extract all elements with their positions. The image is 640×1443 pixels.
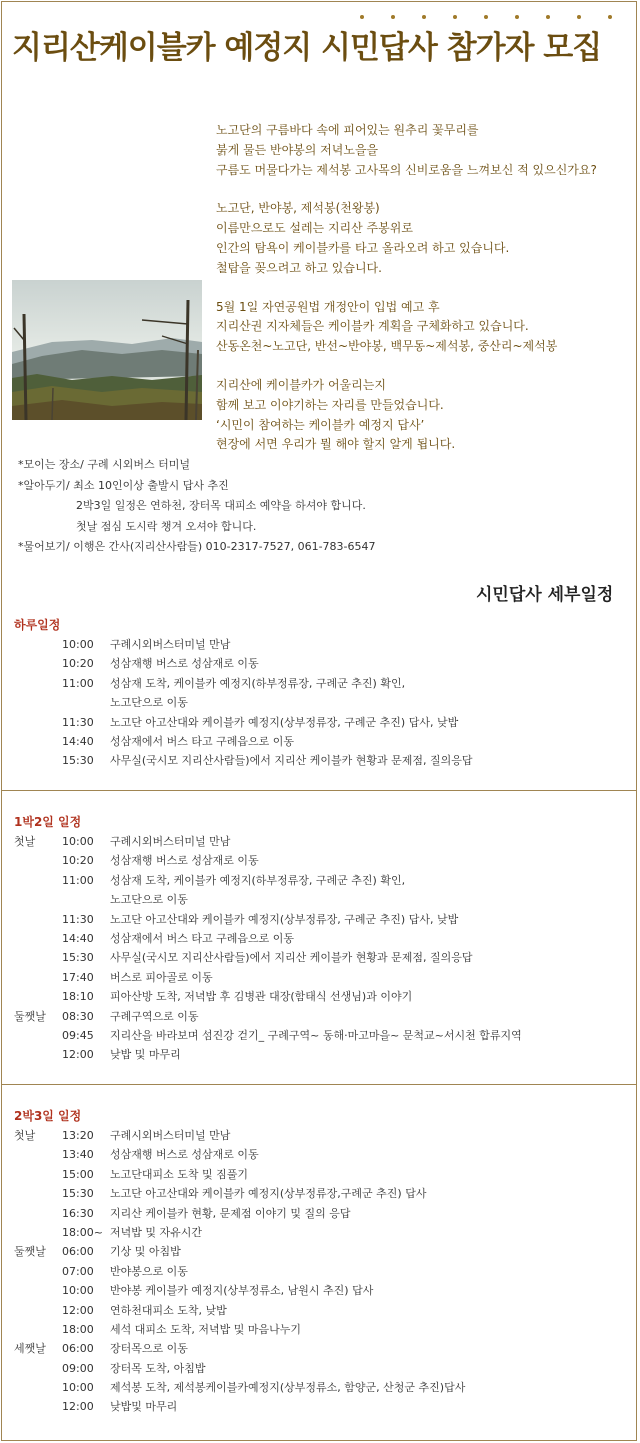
section-title: 2박3일 일정 bbox=[14, 1109, 82, 1123]
schedule-time: 18:00~ bbox=[62, 1225, 103, 1239]
notice-detail-1: 2박3일 일정은 연하천, 장터목 대피소 예약을 하셔야 합니다. bbox=[76, 499, 366, 513]
schedule-time: 13:20 bbox=[62, 1129, 94, 1142]
schedule-time: 11:00 bbox=[62, 676, 94, 690]
schedule-row bbox=[0, 987, 638, 1006]
schedule-time: 15:30 bbox=[62, 951, 94, 965]
schedule-row bbox=[0, 832, 638, 851]
schedule-time: 09:00 bbox=[62, 1361, 94, 1375]
schedule-row bbox=[0, 732, 638, 751]
intro-text: 노고단의 구름바다 속에 피어있는 원추리 꽃무리를 붉게 물든 반야봉의 저녁노을을 구름도 머물다가는 제석봉 고사목의 신비로움을 느껴보신 적 있으신가요? 노고단, 반야봉, 제석봉(천왕봉) 이름만으로도 설레는 지리산 주봉위로 인간의 탐욕이 케이블카를 타고 올라오려 하고 있습니다. 철탑을 꽂으려고 하고 있습니다. 5월 1일 자연공원법 개정안이 입법 예고 후 지리산권 지자체들은 케이블카 계획을 구체화하고 있습니다. 산동온천~노고단, 반선~반야봉, 백무동~제석봉, 중산리~제석봉 지리산에 케이블카가 어울리는지 함께 보고 이야기하는 자리를 만들었습니다. ‘시민이 참여하는 케이블카 예정지 답사’ 현장에 서면 우리가 뭘 해야 할지 알게 됩니다. bbox=[216, 123, 597, 452]
schedule-row bbox=[0, 1223, 638, 1242]
schedule-day: 첫날 bbox=[14, 1129, 36, 1142]
schedule-time: 06:00 bbox=[62, 1245, 94, 1259]
schedule-desc: 반야봉 케이블카 예정지(상부정류소, 남원시 추진) 답사 bbox=[110, 1284, 374, 1298]
schedule-time: 10:00 bbox=[62, 835, 94, 848]
schedule-time: 16:30 bbox=[62, 1206, 94, 1220]
schedule-desc: 노고단대피소 도착 및 짐풀기 bbox=[110, 1167, 249, 1181]
schedule-rows bbox=[0, 635, 638, 771]
schedule-time: 12:00 bbox=[62, 1048, 94, 1062]
schedule-desc: 구례시외버스터미널 만남 bbox=[110, 835, 231, 848]
schedule-row bbox=[0, 1301, 638, 1320]
schedule-desc: 노고단 아고산대와 케이블카 예정지(상부정류장,구례군 추진) 답사 bbox=[110, 1187, 427, 1201]
schedule-desc: 기상 및 아침밥 bbox=[110, 1245, 181, 1259]
schedule-desc: 성삼재행 버스로 성삼재로 이동 bbox=[110, 854, 259, 868]
schedule-time: 17:40 bbox=[62, 970, 94, 984]
schedule-row bbox=[0, 910, 638, 929]
section-title: 하루일정 bbox=[14, 618, 61, 632]
schedule-desc: 구례시외버스터미널 만남 bbox=[110, 1129, 231, 1142]
schedule-desc: 사무실(국시모 지리산사람들)에서 지리산 케이블카 현황과 문제점, 질의응답 bbox=[110, 754, 473, 768]
schedule-desc: 반야봉으로 이동 bbox=[110, 1264, 188, 1278]
schedule-desc: 장터목 도착, 아침밥 bbox=[110, 1361, 206, 1375]
meeting-place: *모이는 장소/ 구례 시외버스 터미널 bbox=[18, 458, 190, 471]
schedule-row bbox=[0, 1126, 638, 1145]
schedule-time: 10:00 bbox=[62, 638, 94, 651]
schedule-row bbox=[0, 1320, 638, 1339]
schedule-desc: 성삼재행 버스로 성삼재로 이동 bbox=[110, 657, 259, 671]
schedule-row bbox=[0, 1045, 638, 1064]
schedule-time: 18:10 bbox=[62, 990, 94, 1004]
schedule-desc: 노고단 아고산대와 케이블카 예정지(상부정류장, 구례군 추진) 답사, 낮밥 bbox=[110, 912, 459, 926]
schedule-row bbox=[0, 1145, 638, 1164]
schedule-desc: 구례구역으로 이동 bbox=[110, 1009, 199, 1023]
schedule-desc: 노고단 아고산대와 케이블카 예정지(상부정류장, 구례군 추진) 답사, 낮밥 bbox=[110, 715, 459, 729]
schedule-row bbox=[0, 654, 638, 673]
schedule-time: 13:40 bbox=[62, 1148, 94, 1162]
schedule-row bbox=[0, 1242, 638, 1261]
contact: *물어보기/ 이행은 간사(지리산사람들) 010-2317-7527, 061-783-6547 bbox=[18, 540, 376, 554]
info-notes bbox=[18, 455, 618, 558]
schedule-time: 18:00 bbox=[62, 1322, 94, 1336]
schedule-desc: 제석봉 도착, 제석봉케이블카예정지(상부정류소, 함양군, 산청군 추진)답사 bbox=[110, 1381, 466, 1395]
schedule-desc: 성삼재 도착, 케이블카 예정지(하부정류장, 구례군 추진) 확인, bbox=[110, 873, 406, 887]
schedule-time: 10:20 bbox=[62, 657, 94, 671]
schedule-day: 둘쨋날 bbox=[14, 1009, 46, 1023]
schedule-desc: 지리산 케이블카 현황, 문제점 이야기 및 질의 응답 bbox=[110, 1206, 351, 1220]
schedule-time: 09:45 bbox=[62, 1028, 94, 1042]
schedule-rows bbox=[0, 832, 638, 1065]
schedule-time: 06:00 bbox=[62, 1342, 94, 1356]
schedule-desc: 성삼재에서 버스 타고 구례읍으로 이동 bbox=[110, 734, 295, 748]
schedule-row bbox=[0, 1262, 638, 1281]
notice: *알아두기/ 최소 10인이상 출발시 답사 추진 bbox=[18, 478, 229, 492]
schedule-row bbox=[0, 890, 638, 909]
schedule-row bbox=[0, 674, 638, 693]
schedule-row bbox=[0, 929, 638, 948]
schedule-day: 세쨋날 bbox=[14, 1342, 46, 1356]
schedule-row bbox=[0, 968, 638, 987]
mountain-photo bbox=[12, 280, 202, 420]
section-divider bbox=[1, 1084, 637, 1085]
schedule-desc: 세석 대피소 도착, 저녁밥 및 마음나누기 bbox=[110, 1322, 301, 1336]
schedule-day: 첫날 bbox=[14, 835, 36, 848]
schedule-time: 08:30 bbox=[62, 1009, 94, 1023]
schedule-row bbox=[0, 693, 638, 712]
schedule-time: 15:30 bbox=[62, 1187, 94, 1201]
schedule-desc: 낮밥및 마무리 bbox=[110, 1400, 178, 1414]
schedule-desc: 성삼재 도착, 케이블카 예정지(하부정류장, 구례군 추진) 확인, bbox=[110, 676, 406, 690]
schedule-row bbox=[0, 871, 638, 890]
schedule-heading: 시민답사 세부일정 bbox=[476, 585, 614, 605]
schedule-desc: 저녁밥 및 자유시간 bbox=[110, 1225, 203, 1239]
schedule-row bbox=[0, 1184, 638, 1203]
schedule-time: 10:00 bbox=[62, 1381, 94, 1395]
schedule-time: 12:00 bbox=[62, 1303, 94, 1317]
schedule-row bbox=[0, 1007, 638, 1026]
schedule-row bbox=[0, 1204, 638, 1223]
schedule-time: 11:30 bbox=[62, 715, 94, 729]
section-title: 1박2일 일정 bbox=[14, 815, 82, 829]
schedule-desc: 낮밥 및 마무리 bbox=[110, 1048, 181, 1062]
schedule-row bbox=[0, 1339, 638, 1358]
schedule-row bbox=[0, 1026, 638, 1045]
schedule-time: 15:30 bbox=[62, 754, 94, 768]
schedule-desc: 성삼재에서 버스 타고 구례읍으로 이동 bbox=[110, 931, 295, 945]
schedule-time: 11:00 bbox=[62, 873, 94, 887]
schedule-desc: 피아산방 도착, 저녁밥 후 김병관 대장(함태식 선생님)과 이야기 bbox=[110, 990, 413, 1004]
schedule-desc: 노고단으로 이동 bbox=[110, 893, 188, 907]
schedule-row bbox=[0, 1378, 638, 1397]
schedule-time: 14:40 bbox=[62, 931, 94, 945]
schedule-row bbox=[0, 751, 638, 770]
schedule-row bbox=[0, 635, 638, 654]
schedule-desc: 연하천대피소 도착, 낮밥 bbox=[110, 1303, 227, 1317]
schedule-time: 12:00 bbox=[62, 1400, 94, 1414]
schedule-time: 10:20 bbox=[62, 854, 94, 868]
schedule-desc: 버스로 피아골로 이동 bbox=[110, 970, 213, 984]
notice-detail-2: 첫날 점심 도시락 챙겨 오셔야 합니다. bbox=[76, 519, 257, 533]
schedule-row bbox=[0, 713, 638, 732]
schedule-row bbox=[0, 1281, 638, 1300]
schedule-desc: 사무실(국시모 지리산사람들)에서 지리산 케이블카 현황과 문제점, 질의응답 bbox=[110, 951, 473, 965]
schedule-desc: 성삼재행 버스로 성삼재로 이동 bbox=[110, 1148, 259, 1162]
schedule-desc: 노고단으로 이동 bbox=[110, 696, 188, 710]
schedule-time: 11:30 bbox=[62, 912, 94, 926]
schedule-row bbox=[0, 948, 638, 967]
schedule-time: 15:00 bbox=[62, 1167, 94, 1181]
schedule-row bbox=[0, 1165, 638, 1184]
schedule-day: 둘쨋날 bbox=[14, 1245, 46, 1259]
schedule-rows bbox=[0, 1126, 638, 1417]
section-divider bbox=[1, 790, 637, 791]
schedule-row bbox=[0, 1359, 638, 1378]
page-title: 지리산케이블카 예정지 시민답사 참가자 모집 bbox=[12, 30, 602, 66]
schedule-row bbox=[0, 851, 638, 870]
schedule-desc: 지리산을 바라보며 섬진강 걷기_ 구례구역~ 동해·마고마을~ 문척교~서시천 합류지역 bbox=[110, 1028, 522, 1042]
schedule-row bbox=[0, 1397, 638, 1416]
schedule-time: 07:00 bbox=[62, 1264, 94, 1278]
schedule-desc: 구례시외버스터미널 만남 bbox=[110, 638, 231, 651]
schedule-desc: 장터목으로 이동 bbox=[110, 1342, 188, 1356]
schedule-time: 14:40 bbox=[62, 734, 94, 748]
schedule-time: 10:00 bbox=[62, 1284, 94, 1298]
